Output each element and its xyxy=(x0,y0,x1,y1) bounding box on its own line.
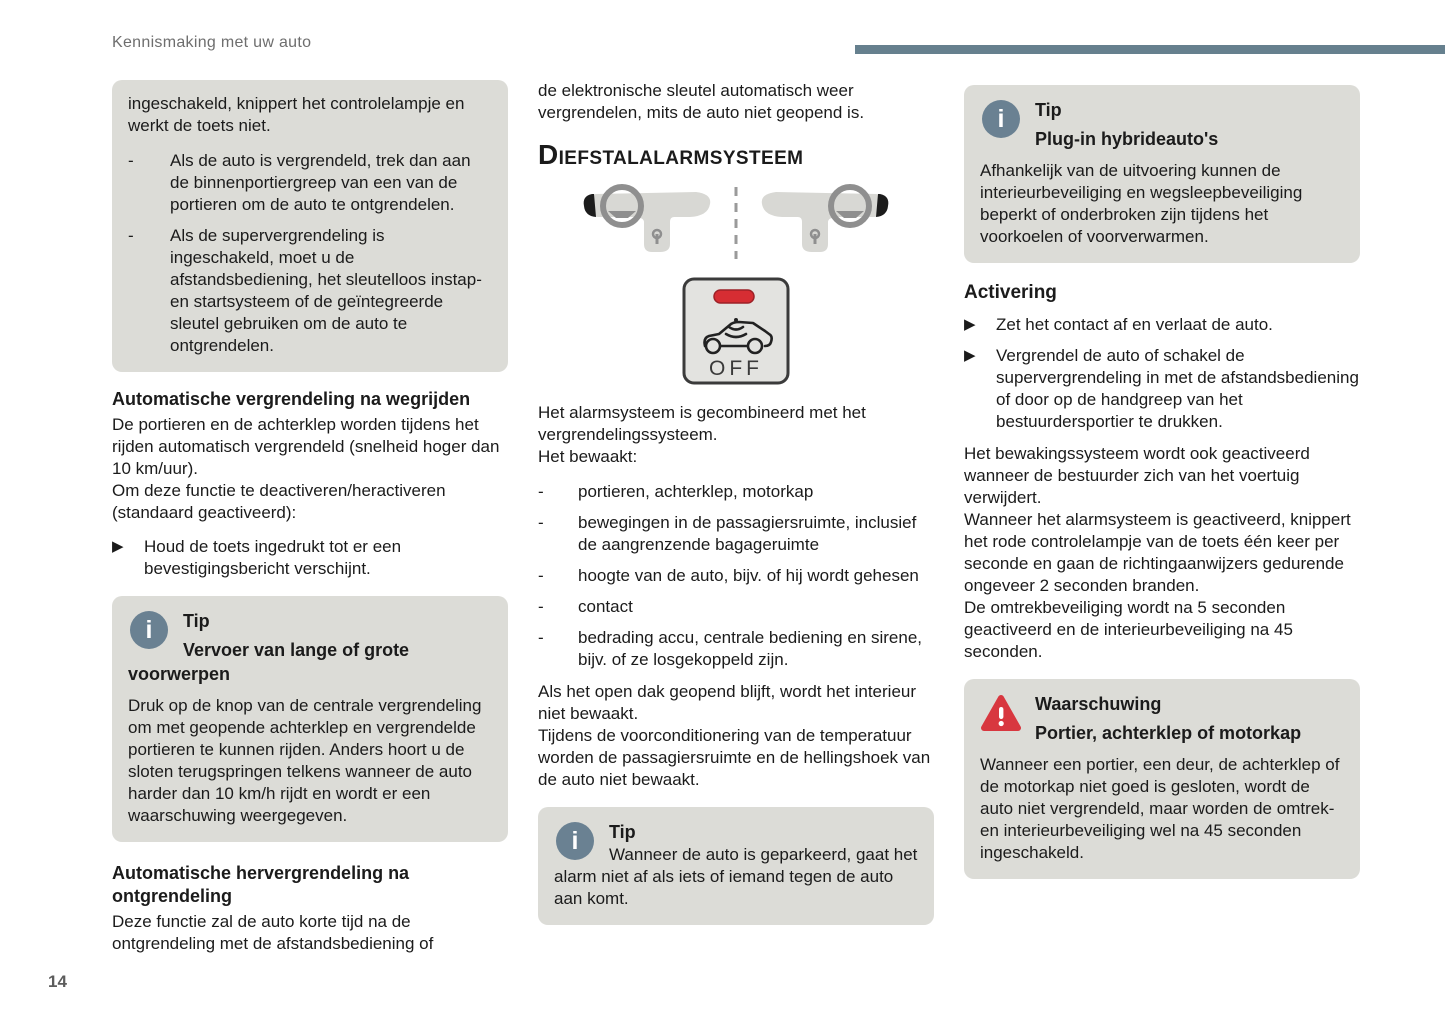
tip-subtitle: Vervoer van lange of grote voorwerpen xyxy=(128,640,410,684)
dash-bullet-icon: - xyxy=(538,482,544,501)
page-number: 14 xyxy=(48,972,67,991)
action-item xyxy=(964,345,1360,433)
tip-subtitle: Plug-in hybrideauto's xyxy=(1035,129,1219,149)
action-item-text: Zet het contact af en verlaat de auto. xyxy=(996,315,1273,334)
list-item-text: hoogte van de auto, bijv. of hij wordt gehesen xyxy=(578,566,919,585)
body-paragraph: Deze functie zal de auto korte tijd na de ontgrendeling met de afstandsbediening of xyxy=(112,912,434,953)
arrow-bullet-icon: ▶ xyxy=(964,316,976,333)
dash-bullet-icon: - xyxy=(538,566,544,585)
info-icon: i xyxy=(556,822,594,860)
body-paragraph: Om deze functie te deactiveren/heractiveren (standaard geactiveerd): xyxy=(112,481,446,522)
dash-bullet-icon: - xyxy=(128,151,134,170)
dash-bullet-icon: - xyxy=(538,628,544,647)
alarm-illustration xyxy=(538,184,934,392)
dashboard-lhd-icon xyxy=(578,184,718,262)
section-heading: DIEFSTALALARMSYSTEEM xyxy=(538,139,804,170)
body-paragraph: Het bewaakt: xyxy=(538,447,638,466)
red-indicator-light xyxy=(714,290,754,303)
tip-body: Afhankelijk van de uitvoering kunnen de interieurbeveiliging en wegsleepbeveiliging beperkt of onderbroken zijn tijdens het voorkoelen of voorverwarmen. xyxy=(980,161,1303,246)
list-item-text: bedrading accu, centrale bediening en sirene, bijv. of ze losgekoppeld zijn. xyxy=(578,628,923,669)
subsection-heading: Automatische vergrendeling na wegrijden xyxy=(112,389,471,409)
tip-box-hybrid xyxy=(964,85,1360,263)
list-item-text: Als de supervergrendeling is ingeschakeld, moet u de afstandsbediening, het sleutelloos instap- en startsysteem of de geïntegreerde sleutel gebruiken om de auto te ontgrendelen. xyxy=(170,226,482,355)
body-paragraph: Wanneer het alarmsysteem is geactiveerd, knippert het rode controlelampje van de toets één keer per seconde en gaan de richtingaanwijzers gedurende ongeveer 2 seconden branden. xyxy=(964,510,1351,595)
info-icon: i xyxy=(130,611,168,649)
subsection-heading: Automatische hervergrendeling na ontgrendeling xyxy=(112,863,410,906)
column-middle xyxy=(538,80,934,941)
body-paragraph: Tijdens de voorconditionering van de temperatuur worden de passagiersruimte en de hellingshoek van de auto niet bewaakt. xyxy=(538,726,931,789)
carryover-text-box xyxy=(112,80,508,372)
body-paragraph: Als het open dak geopend blijft, wordt het interieur niet bewaakt. xyxy=(538,682,917,723)
action-item-text: Houd de toets ingedrukt tot er een bevestigingsbericht verschijnt. xyxy=(144,537,402,578)
body-paragraph: de elektronische sleutel automatisch weer vergrendelen, mits de auto niet geopend is. xyxy=(538,81,865,122)
tip-body: Druk op de knop van de centrale vergrendeling om met geopende achterklep en vergrendelde portieren te kunnen rijden. Anders hoort u de sloten terugspringen telkens wanneer de auto harder dan 10 km/h rijdt en wordt er een waarschuwing weergegeven. xyxy=(128,696,482,825)
action-item-text: Vergrendel de auto of schakel de supervergrendeling in met de afstandsbediening of door op de handgreep van het bestuurdersportier te drukken. xyxy=(996,346,1359,431)
list-item xyxy=(538,512,934,556)
list-item-text: Als de auto is vergrendeld, trek dan aan de binnenportiergreep van een van de portieren om de auto te ontgrendelen. xyxy=(170,151,471,214)
body-paragraph: De portieren en de achterklep worden tijdens het rijden automatisch vergrendeld (snelheid hoger dan 10 km/uur). xyxy=(112,415,500,478)
dash-bullet-icon: - xyxy=(538,597,544,616)
header-accent-bar xyxy=(855,45,1445,54)
warning-box xyxy=(964,679,1360,879)
page-header-title: Kennismaking met uw auto xyxy=(112,34,312,51)
body-paragraph: Het alarmsysteem is gecombineerd met het vergrendelingssysteem. xyxy=(538,403,866,444)
tip-box-parked xyxy=(538,807,934,925)
column-right xyxy=(964,80,1360,895)
tip-label: Tip xyxy=(183,611,210,631)
tip-box-transport xyxy=(112,596,508,842)
content-columns xyxy=(112,80,1360,955)
dashed-divider-line xyxy=(732,187,740,259)
carryover-intro: ingeschakeld, knippert het controlelampje en werkt de toets niet. xyxy=(128,94,465,135)
dashboard-icons-row xyxy=(538,184,934,262)
warning-subtitle: Portier, achterklep of motorkap xyxy=(1035,723,1302,743)
list-item xyxy=(538,596,934,618)
list-item xyxy=(538,481,934,503)
list-item xyxy=(128,225,492,357)
arrow-bullet-icon: ▶ xyxy=(964,347,976,364)
body-paragraph: De omtrekbeveiliging wordt na 5 seconden geactiveerd en de interieurbeveiliging na 45 seconden. xyxy=(964,598,1293,661)
body-paragraph: Het bewakingssysteem wordt ook geactiveerd wanneer de bestuurder zich van het voertuig verwijdert. xyxy=(964,444,1310,507)
tip-label: Tip xyxy=(1035,100,1062,120)
warning-icon xyxy=(980,694,1022,732)
warning-body: Wanneer een portier, een deur, de achterklep of de motorkap niet goed is gesloten, wordt de auto niet vergrendeld, maar worden de omtrek- en interieurbeveiliging wel na 45 seconden ingeschakeld. xyxy=(980,755,1340,862)
action-item xyxy=(112,536,508,580)
arrow-bullet-icon: ▶ xyxy=(112,538,124,555)
list-item xyxy=(538,627,934,671)
dash-bullet-icon: - xyxy=(538,513,544,532)
list-item-text: portieren, achterklep, motorkap xyxy=(578,482,814,501)
info-icon: i xyxy=(982,100,1020,138)
list-item-text: contact xyxy=(578,597,633,616)
dashboard-rhd-icon xyxy=(754,184,894,262)
tip-label: Tip xyxy=(609,822,636,842)
tip-body: Wanneer de auto is geparkeerd, gaat het alarm niet af als iets of iemand tegen de auto aan komt. xyxy=(554,845,918,908)
column-left xyxy=(112,80,508,955)
off-label: OFF xyxy=(709,357,763,380)
subsection-heading: Activering xyxy=(964,282,1057,303)
list-item-text: bewegingen in de passagiersruimte, inclusief de aangrenzende bagageruimte xyxy=(578,513,917,554)
dash-bullet-icon: - xyxy=(128,226,134,245)
list-item xyxy=(128,150,492,216)
list-item xyxy=(538,565,934,587)
warning-label: Waarschuwing xyxy=(1035,694,1162,714)
alarm-off-button-icon xyxy=(681,276,791,386)
action-item xyxy=(964,314,1360,336)
